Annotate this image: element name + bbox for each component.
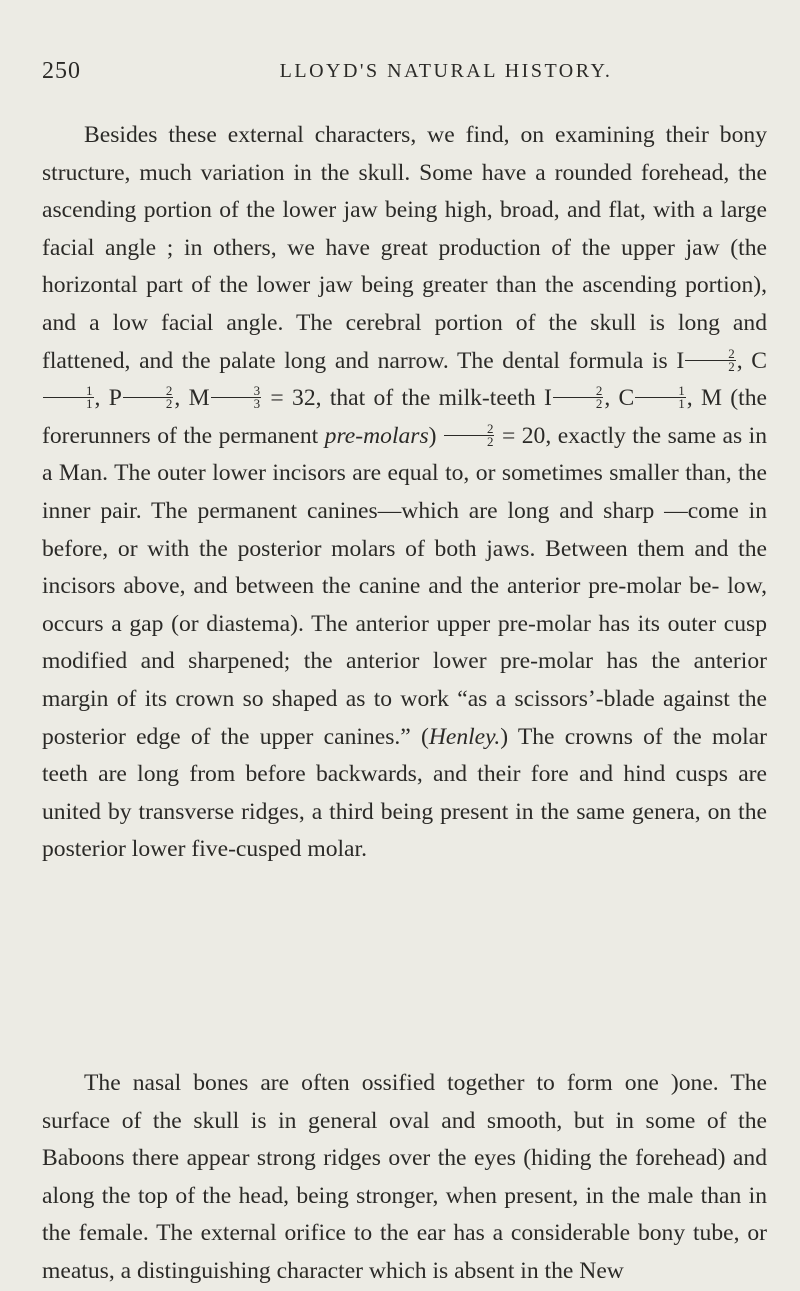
italic-citation: Henley. [428, 723, 501, 750]
text-segment: , P [94, 385, 122, 412]
fraction-milk-incisors: $\frac{2}{2}$ [553, 385, 604, 410]
running-title: LLOYD'S NATURAL HISTORY. [279, 60, 613, 82]
text-segment: ) The crowns of the molar teeth are long from before backwards, and their fore and hind cusps are united by transverse ridges, a third being present in the same genera, on the posterior lower five-cusped molar. [42, 723, 768, 863]
fraction-milk-canines: $\frac{1}{1}$ [635, 385, 686, 410]
fraction-canines: $\frac{1}{1}$ [43, 385, 94, 410]
fraction-incisors: $\frac{2}{2}$ [685, 348, 736, 373]
paragraph-skull-structure [42, 117, 767, 869]
fraction-molars: $\frac{3}{3}$ [211, 385, 262, 410]
text-segment: Besides these external characters, we find, on examining their bony structure, much variation in the skull. Some have a rounded forehead, the ascending portion of the lower jaw being high, broad, and flat, with a large facial angle ; in others, we have great production of the upper jaw (the horizontal part of the lower jaw being greater than the ascending portion), and a low facial angle. The cerebral portion of the skull is long and flattened, and the palate long and narrow. The dental formula is I [42, 122, 767, 374]
italic-term: pre-molars [324, 422, 429, 449]
fraction-premolars: $\frac{2}{2}$ [123, 385, 174, 410]
text-segment: ) [428, 422, 443, 449]
text-segment: , M [174, 385, 210, 412]
text-segment: , C [736, 347, 767, 374]
paragraph-text: The nasal bones are often ossified together to form one )one. The surface of the skull is in general oval and smooth, but in some of the Baboons there appear strong ridges over the eyes (hiding the forehead) and along the top of the head, being stronger, when present, in the male than in the female. The external orifice to the ear has a considerable bony tube, or meatus, a distinguishing character which is absent in the New [42, 1070, 767, 1284]
paragraph-nasal-bones [42, 1065, 767, 1291]
text-segment: = 20, exactly the same as in a Man. The outer lower incisors are equal to, or sometimes smaller than, the inner pair. The permanent canines—which are long and sharp —come in before, or with the posterior molars of both jaws. Between them and the incisors above, and between the canine and the anterior pre-molar be- low, occurs a gap (or diastema). The anterior upper pre-molar has its outer cusp modified and sharpened; the anterior lower pre-molar has the anterior margin of its crown so shaped as to work “as a scissors’-blade against the posterior edge of the upper canines.” ( [42, 422, 767, 750]
page-header [42, 58, 740, 92]
text-segment: , C [604, 385, 635, 412]
text-segment: , M (the forerunners of the permanent [42, 385, 767, 449]
page-number: 250 [42, 58, 81, 84]
fraction-milk-molars: $\frac{2}{2}$ [444, 423, 495, 448]
text-segment: = 32, that of the milk-teeth I [262, 385, 552, 412]
